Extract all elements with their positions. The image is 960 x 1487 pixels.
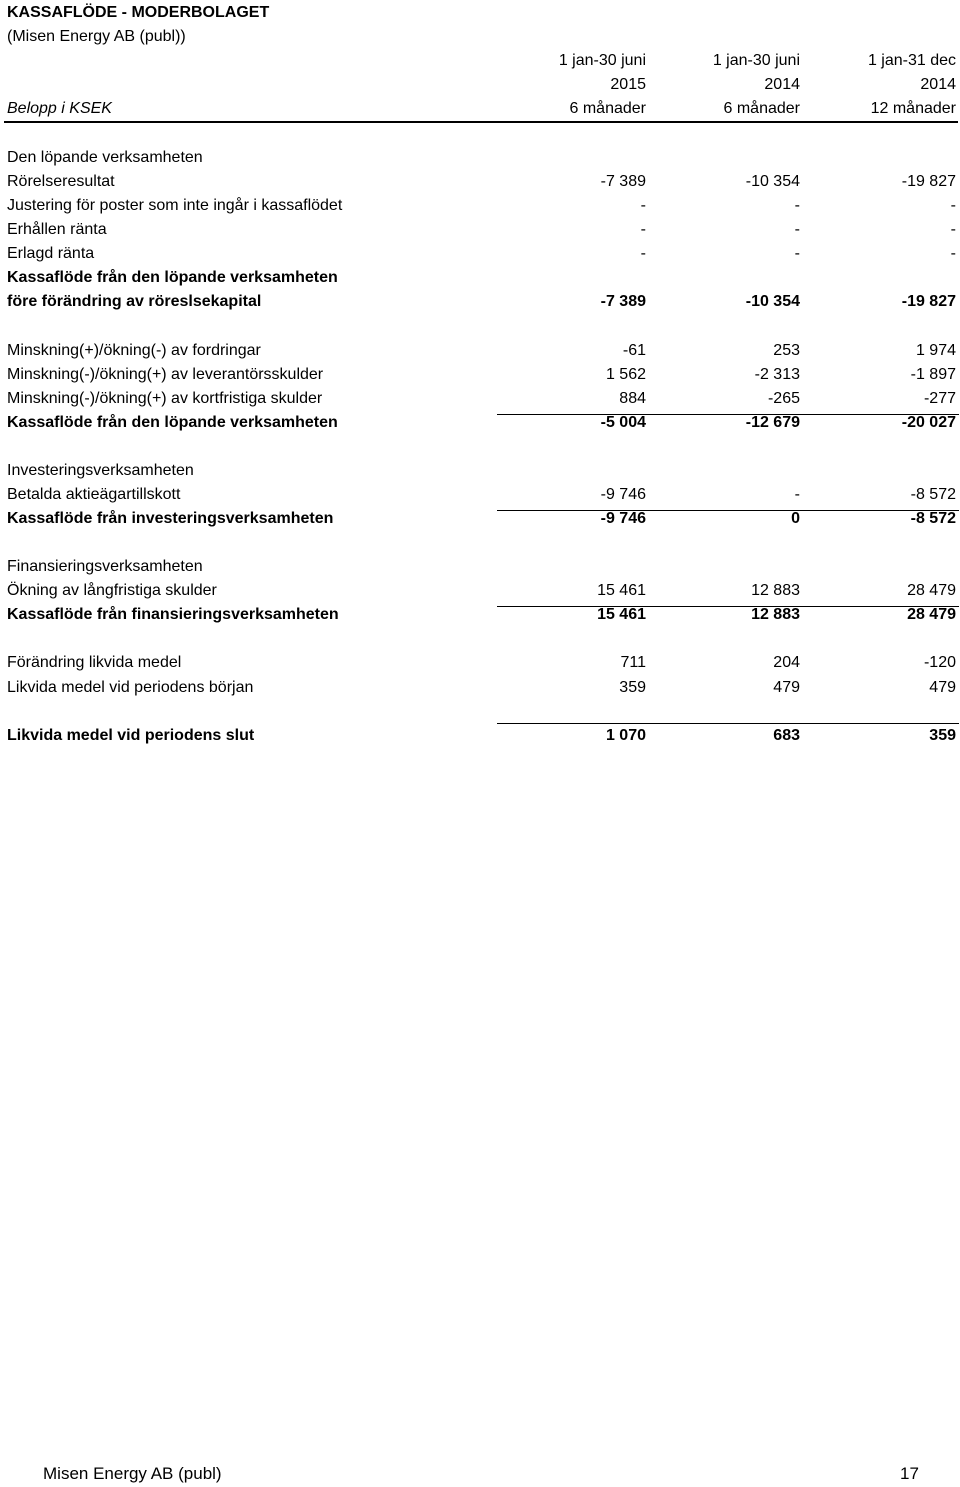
table-row: [0, 339, 960, 363]
table-row: [0, 579, 960, 603]
column-header-3-duration: 12 månader: [870, 100, 956, 117]
footer-page-number: 17: [900, 1464, 919, 1483]
table-row: [0, 555, 960, 579]
table-row: [0, 651, 960, 675]
column-header-3-period: 1 jan-31 dec: [867, 52, 956, 69]
row-value-col-3: -19 827: [901, 293, 956, 310]
row-label: Minskning(-)/ökning(+) av leverantörsskulder: [7, 366, 324, 383]
row-value-col-3: -8 572: [910, 486, 956, 503]
row-value-col-2: 0: [791, 510, 800, 527]
row-value-col-3: -: [950, 197, 956, 214]
row-value-col-3: -277: [923, 390, 956, 407]
row-label: Ökning av långfristiga skulder: [7, 582, 217, 599]
row-value-col-3: -8 572: [910, 510, 956, 527]
column-header-3-year: 2014: [920, 76, 956, 93]
table-row: [0, 459, 960, 483]
row-value-col-1: 1 070: [605, 727, 646, 744]
row-label: Investeringsverksamheten: [7, 462, 194, 479]
row-value-col-3: 28 479: [907, 582, 956, 599]
row-value-col-1: 15 461: [597, 606, 646, 623]
row-label: före förändring av röreslsekapital: [7, 293, 262, 310]
row-value-col-1: 1 562: [605, 366, 646, 383]
row-label: Den löpande verksamheten: [7, 149, 203, 166]
column-header-2-duration: 6 månader: [723, 100, 800, 117]
row-value-col-2: -: [794, 486, 800, 503]
row-value-col-2: -10 354: [745, 293, 800, 310]
table-row: [0, 266, 960, 290]
row-value-col-1: 711: [620, 654, 646, 671]
row-label: Likvida medel vid periodens slut: [7, 727, 255, 744]
row-value-col-2: 204: [773, 654, 800, 671]
currency-label: Belopp i KSEK: [7, 100, 112, 117]
row-label: Rörelseresultat: [7, 173, 115, 190]
row-label: Kassaflöde från investeringsverksamheten: [7, 510, 334, 527]
table-row: [0, 387, 960, 411]
table-row: [0, 146, 960, 170]
row-value-col-2: 253: [773, 342, 800, 359]
row-value-col-2: -10 354: [745, 173, 800, 190]
row-label: Erhållen ränta: [7, 221, 107, 238]
row-value-col-3: -20 027: [901, 414, 956, 431]
total-line-financing: [497, 606, 959, 607]
row-label: Förändring likvida medel: [7, 654, 182, 671]
table-row: [0, 170, 960, 194]
row-value-col-3: -19 827: [901, 173, 956, 190]
column-header-2-period: 1 jan-30 juni: [712, 52, 800, 69]
row-value-col-2: -: [794, 221, 800, 238]
footer-company: Misen Energy AB (publ): [43, 1464, 222, 1483]
table-row: [0, 676, 960, 700]
row-value-col-3: 479: [929, 679, 956, 696]
column-header-1-year: 2015: [610, 76, 646, 93]
row-value-col-1: 359: [619, 679, 646, 696]
row-value-col-1: 884: [619, 390, 646, 407]
row-value-col-2: -2 313: [754, 366, 800, 383]
column-header-1-period: 1 jan-30 juni: [558, 52, 646, 69]
table-row: [0, 724, 960, 748]
row-value-col-2: 12 883: [751, 582, 800, 599]
row-value-col-3: 28 479: [907, 606, 956, 623]
row-value-col-1: 15 461: [597, 582, 646, 599]
total-line-investing: [497, 510, 959, 511]
row-value-col-3: 1 974: [915, 342, 956, 359]
row-value-col-1: -5 004: [600, 414, 646, 431]
row-value-col-1: -: [640, 197, 646, 214]
row-value-col-1: -9 746: [600, 510, 646, 527]
row-value-col-1: -9 746: [600, 486, 646, 503]
table-row: [0, 483, 960, 507]
row-value-col-2: -: [794, 245, 800, 262]
row-value-col-3: -: [950, 245, 956, 262]
table-row: [0, 218, 960, 242]
column-header-2-year: 2014: [764, 76, 800, 93]
row-label: Kassaflöde från den löpande verksamheten: [7, 269, 338, 286]
total-line-cash-end: [497, 723, 959, 724]
total-line-operating: [497, 414, 959, 415]
table-row: [0, 363, 960, 387]
row-value-col-3: -120: [923, 654, 956, 671]
row-value-col-1: -7 389: [600, 293, 646, 310]
row-value-col-2: -: [794, 197, 800, 214]
column-header-1-duration: 6 månader: [569, 100, 646, 117]
row-value-col-2: 479: [773, 679, 800, 696]
row-value-col-3: -: [950, 221, 956, 238]
report-title: KASSAFLÖDE - MODERBOLAGET: [7, 4, 270, 21]
row-value-col-3: -1 897: [910, 366, 956, 383]
row-label: Likvida medel vid periodens början: [7, 679, 254, 696]
table-row: [0, 194, 960, 218]
row-value-col-1: -61: [622, 342, 646, 359]
row-value-col-1: -: [640, 221, 646, 238]
row-label: Justering för poster som inte ingår i kassaflödet: [7, 197, 343, 214]
row-value-col-2: -12 679: [745, 414, 800, 431]
row-value-col-2: 683: [773, 727, 800, 744]
row-label: Minskning(+)/ökning(-) av fordringar: [7, 342, 261, 359]
row-label: Kassaflöde från finansieringsverksamheten: [7, 606, 339, 623]
row-label: Erlagd ränta: [7, 245, 95, 262]
row-label: Minskning(-)/ökning(+) av kortfristiga skulder: [7, 390, 323, 407]
row-value-col-1: -: [640, 245, 646, 262]
row-label: Kassaflöde från den löpande verksamheten: [7, 414, 338, 431]
table-row: [0, 242, 960, 266]
row-value-col-2: 12 883: [751, 606, 800, 623]
table-row: [0, 290, 960, 314]
row-value-col-2: -265: [767, 390, 800, 407]
row-value-col-1: -7 389: [600, 173, 646, 190]
row-label: Betalda aktieägartillskott: [7, 486, 181, 503]
report-subtitle: (Misen Energy AB (publ)): [7, 28, 186, 45]
row-value-col-3: 359: [929, 727, 956, 744]
row-label: Finansieringsverksamheten: [7, 558, 203, 575]
